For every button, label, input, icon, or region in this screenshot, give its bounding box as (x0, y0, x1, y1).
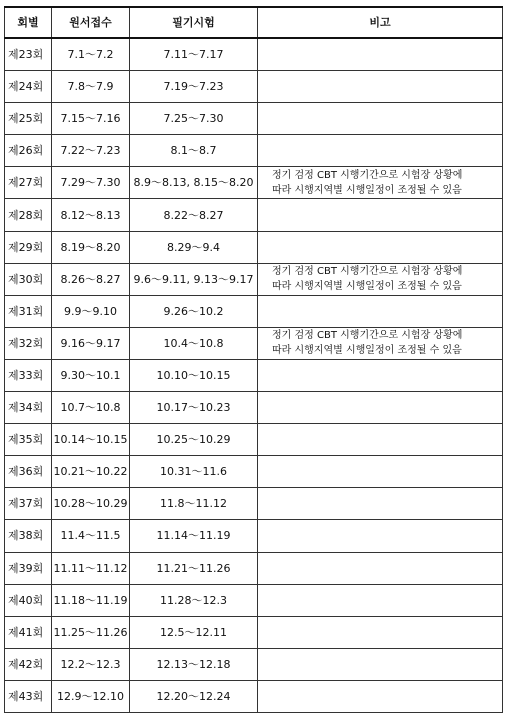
table-row (5, 456, 503, 488)
round-cell: 제34회 (5, 392, 52, 424)
remarks-line: 정기 검정 CBT 시행기간으로 시험장 상황에 (272, 169, 463, 181)
exam-period-cell: 11.28～12.3 (130, 584, 258, 616)
application-period-cell: 11.25～11.26 (52, 616, 130, 648)
remarks-cell (258, 648, 503, 680)
exam-period-cell: 11.8～11.12 (130, 488, 258, 520)
exam-period-cell: 11.21～11.26 (130, 552, 258, 584)
application-period-cell: 11.4～11.5 (52, 520, 130, 552)
table-row (5, 520, 503, 552)
table-row (5, 38, 503, 71)
table-row (5, 584, 503, 616)
remarks-cell (258, 327, 503, 359)
table-row (5, 135, 503, 167)
header-round: 회별 (5, 7, 52, 38)
table-row (5, 231, 503, 263)
exam-period-cell: 12.13～12.18 (130, 648, 258, 680)
table-row (5, 424, 503, 456)
exam-period-cell: 10.4～10.8 (130, 327, 258, 359)
round-cell: 제31회 (5, 295, 52, 327)
table-row (5, 199, 503, 231)
exam-period-cell: 12.5～12.11 (130, 616, 258, 648)
remarks-cell (258, 231, 503, 263)
remarks-cell (258, 135, 503, 167)
remarks-line: 따라 시행지역별 시행일정이 조정될 수 있음 (272, 345, 462, 357)
exam-period-cell: 7.11～7.17 (130, 38, 258, 71)
remarks-cell (258, 616, 503, 648)
application-period-cell: 8.12～8.13 (52, 199, 130, 231)
remarks-cell (258, 38, 503, 71)
table-row (5, 263, 503, 295)
table-row (5, 616, 503, 648)
application-period-cell: 7.15～7.16 (52, 103, 130, 135)
exam-period-cell: 7.19～7.23 (130, 71, 258, 103)
exam-period-cell: 8.9～8.13, 8.15～8.20 (130, 167, 258, 199)
header-remarks: 비고 (258, 7, 503, 38)
application-period-cell: 9.9～9.10 (52, 295, 130, 327)
round-cell: 제29회 (5, 231, 52, 263)
round-cell: 제25회 (5, 103, 52, 135)
application-period-cell: 7.22～7.23 (52, 135, 130, 167)
table-row (5, 648, 503, 680)
exam-period-cell: 12.20～12.24 (130, 680, 258, 712)
application-period-cell: 11.11～11.12 (52, 552, 130, 584)
table-row (5, 359, 503, 391)
application-period-cell: 10.7～10.8 (52, 392, 130, 424)
application-period-cell: 12.2～12.3 (52, 648, 130, 680)
remarks-cell (258, 167, 503, 199)
remarks-cell (258, 392, 503, 424)
remarks-cell (258, 359, 503, 391)
application-period-cell: 9.30～10.1 (52, 359, 130, 391)
round-cell: 제41회 (5, 616, 52, 648)
application-period-cell: 9.16～9.17 (52, 327, 130, 359)
header-row (5, 7, 503, 38)
round-cell: 제43회 (5, 680, 52, 712)
exam-period-cell: 10.10～10.15 (130, 359, 258, 391)
application-period-cell: 7.1～7.2 (52, 38, 130, 71)
table-row (5, 680, 503, 712)
remarks-cell (258, 295, 503, 327)
table-row (5, 552, 503, 584)
exam-period-cell: 8.29～9.4 (130, 231, 258, 263)
round-cell: 제26회 (5, 135, 52, 167)
remarks-cell (258, 520, 503, 552)
exam-period-cell: 10.25～10.29 (130, 424, 258, 456)
application-period-cell: 8.19～8.20 (52, 231, 130, 263)
remarks-cell (258, 456, 503, 488)
table-row (5, 392, 503, 424)
round-cell: 제35회 (5, 424, 52, 456)
exam-period-cell: 10.31～11.6 (130, 456, 258, 488)
exam-period-cell: 9.6～9.11, 9.13～9.17 (130, 263, 258, 295)
round-cell: 제38회 (5, 520, 52, 552)
application-period-cell: 12.9～12.10 (52, 680, 130, 712)
remarks-cell (258, 488, 503, 520)
exam-period-cell: 10.17～10.23 (130, 392, 258, 424)
round-cell: 제36회 (5, 456, 52, 488)
remarks-cell (258, 424, 503, 456)
round-cell: 제24회 (5, 71, 52, 103)
exam-schedule-table (4, 6, 503, 713)
application-period-cell: 10.28～10.29 (52, 488, 130, 520)
table-row (5, 295, 503, 327)
round-cell: 제39회 (5, 552, 52, 584)
exam-period-cell: 9.26～10.2 (130, 295, 258, 327)
round-cell: 제23회 (5, 38, 52, 71)
remarks-cell (258, 552, 503, 584)
round-cell: 제40회 (5, 584, 52, 616)
round-cell: 제27회 (5, 167, 52, 199)
table-row (5, 167, 503, 199)
table-row (5, 103, 503, 135)
application-period-cell: 8.26～8.27 (52, 263, 130, 295)
remarks-cell (258, 680, 503, 712)
remarks-cell (258, 263, 503, 295)
remarks-line: 따라 시행지역별 시행일정이 조정될 수 있음 (272, 184, 462, 196)
round-cell: 제32회 (5, 327, 52, 359)
exam-period-cell: 8.22～8.27 (130, 199, 258, 231)
remarks-line: 정기 검정 CBT 시행기간으로 시험장 상황에 (272, 330, 463, 342)
table-row (5, 327, 503, 359)
application-period-cell: 10.14～10.15 (52, 424, 130, 456)
exam-period-cell: 7.25～7.30 (130, 103, 258, 135)
exam-period-cell: 8.1～8.7 (130, 135, 258, 167)
remarks-cell (258, 199, 503, 231)
remarks-cell (258, 71, 503, 103)
remarks-line: 정기 검정 CBT 시행기간으로 시험장 상황에 (272, 266, 463, 278)
remarks-cell (258, 103, 503, 135)
application-period-cell: 11.18～11.19 (52, 584, 130, 616)
round-cell: 제42회 (5, 648, 52, 680)
round-cell: 제28회 (5, 199, 52, 231)
round-cell: 제30회 (5, 263, 52, 295)
header-application: 원서접수 (52, 7, 130, 38)
remarks-cell (258, 584, 503, 616)
header-written-exam: 필기시험 (130, 7, 258, 38)
application-period-cell: 7.8～7.9 (52, 71, 130, 103)
exam-period-cell: 11.14～11.19 (130, 520, 258, 552)
table-row (5, 488, 503, 520)
application-period-cell: 7.29～7.30 (52, 167, 130, 199)
round-cell: 제37회 (5, 488, 52, 520)
application-period-cell: 10.21～10.22 (52, 456, 130, 488)
round-cell: 제33회 (5, 359, 52, 391)
remarks-line: 따라 시행지역별 시행일정이 조정될 수 있음 (272, 281, 462, 293)
table-row (5, 71, 503, 103)
